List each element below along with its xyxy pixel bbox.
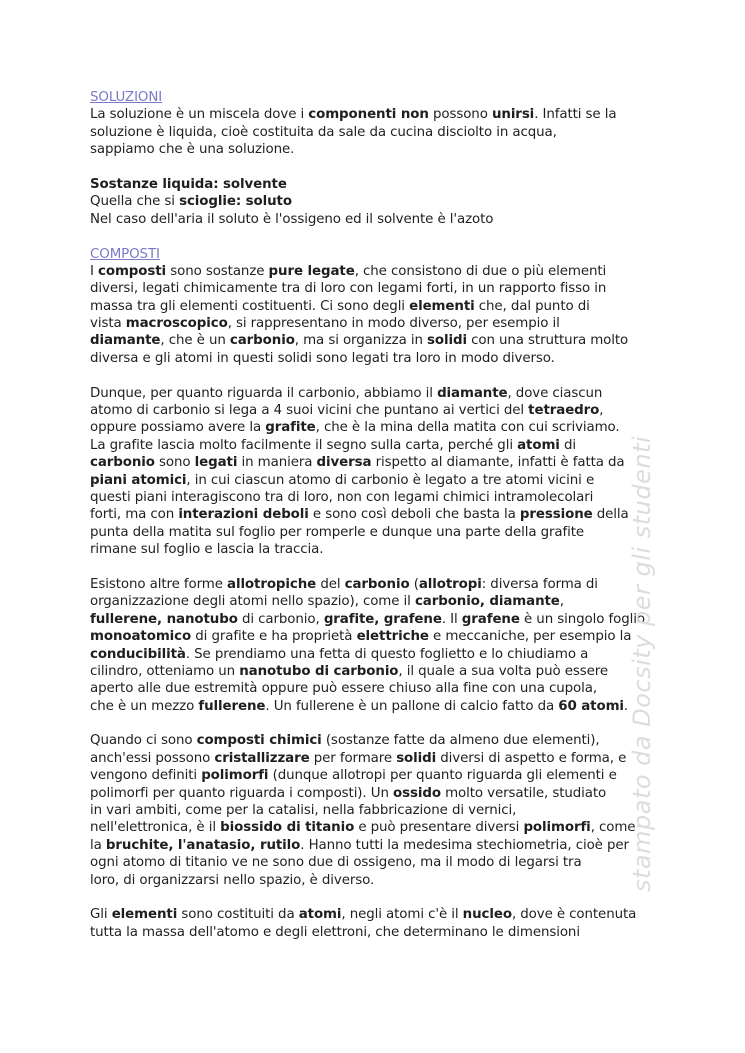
bold-term: tetraedro bbox=[528, 403, 600, 419]
text-line bbox=[90, 924, 658, 941]
bold-term: fullerene, nanotubo bbox=[90, 611, 238, 627]
bold-term: elettriche bbox=[356, 629, 429, 645]
bold-term: fullerene bbox=[198, 698, 266, 714]
text-run: del bbox=[316, 576, 345, 592]
bold-term: biossido di titanio bbox=[220, 820, 355, 836]
text-line bbox=[90, 506, 658, 523]
bold-term: conducibilità bbox=[90, 646, 186, 662]
text-run: diversi di aspetto e forma, e bbox=[436, 750, 627, 766]
text-run: di carbonio, bbox=[237, 611, 324, 627]
bold-term: piani atomici bbox=[90, 472, 187, 488]
text-run: . bbox=[623, 698, 629, 714]
bold-term: interazioni deboli bbox=[178, 507, 309, 523]
text-line bbox=[90, 332, 658, 349]
bold-term: macroscopico bbox=[125, 316, 228, 332]
text-run: cilindro, otteniamo un bbox=[90, 663, 240, 679]
text-run: è un singolo foglio bbox=[519, 611, 645, 627]
text-run: di bbox=[559, 437, 576, 453]
text-line bbox=[90, 854, 658, 871]
text-run: per formare bbox=[309, 750, 397, 766]
text-run: vista bbox=[90, 316, 126, 332]
text-line bbox=[90, 837, 658, 854]
text-run: di grafite e ha proprietà bbox=[191, 629, 357, 645]
text-run: Quando ci sono bbox=[90, 733, 197, 749]
text-run: , che è la mina della matita con cui scriviamo. bbox=[315, 420, 620, 436]
text-run: soluzione è liquida, cioè costituita da sale da cucina disciolto in acqua, bbox=[90, 124, 557, 140]
bold-term: pure legate bbox=[268, 263, 355, 279]
text-line bbox=[90, 489, 658, 506]
text-run: oppure possiamo avere la bbox=[90, 420, 266, 436]
text-line bbox=[90, 906, 658, 923]
text-run: . Infatti se la bbox=[534, 107, 617, 123]
bold-term: allotropi bbox=[418, 576, 482, 592]
text-line bbox=[90, 750, 658, 767]
text-run: sono bbox=[154, 455, 195, 471]
paragraph-gap bbox=[90, 559, 658, 576]
text-line bbox=[90, 524, 658, 541]
text-line bbox=[90, 176, 658, 193]
text-run: , in cui ciascun atomo di carbonio è legato a tre atomi vicini e bbox=[186, 472, 595, 488]
bold-term: cristallizzare bbox=[214, 750, 310, 766]
bold-term: diamante bbox=[90, 333, 161, 349]
text-line bbox=[90, 298, 658, 315]
text-run: massa tra gli elementi costituenti. Ci sono degli bbox=[90, 298, 410, 314]
bold-term: nucleo bbox=[462, 907, 512, 923]
paragraph-gap bbox=[90, 159, 658, 176]
bold-term: grafene bbox=[461, 611, 520, 627]
text-run: vengono definiti bbox=[90, 768, 202, 784]
text-run: molto versatile, studiato bbox=[440, 785, 607, 801]
text-run: ogni atomo di titanio ve ne sono due di ossigeno, ma il modo di legarsi tra bbox=[90, 855, 582, 871]
text-line bbox=[90, 193, 658, 210]
bold-term: bruchite, l'anatasio, rutilo bbox=[105, 837, 301, 853]
text-run: Quella che si bbox=[90, 194, 180, 210]
text-line bbox=[90, 454, 658, 471]
section-heading: COMPOSTI bbox=[90, 246, 160, 262]
text-run: che, dal punto di bbox=[474, 298, 590, 314]
text-run: questi piani interagiscono tra di loro, non con legami chimici intramolecolari bbox=[90, 489, 594, 505]
bold-term: elementi bbox=[111, 907, 178, 923]
document-body bbox=[90, 89, 658, 941]
text-run: sono costituiti da bbox=[177, 907, 299, 923]
text-line bbox=[90, 819, 658, 836]
text-line bbox=[90, 402, 658, 419]
bold-term: solidi bbox=[396, 750, 437, 766]
text-run: punta della matita sul foglio per romperle e dunque una parte della grafite bbox=[90, 524, 585, 540]
text-line bbox=[90, 141, 658, 158]
text-line bbox=[90, 872, 658, 889]
text-run: nell'elettronica, è il bbox=[90, 820, 221, 836]
text-line bbox=[90, 663, 658, 680]
text-run: possono bbox=[428, 107, 492, 123]
text-run: , bbox=[559, 594, 564, 610]
paragraph-gap bbox=[90, 889, 658, 906]
paragraph-gap bbox=[90, 367, 658, 384]
text-run: rispetto al diamante, infatti è fatta da bbox=[371, 455, 625, 471]
bold-term: ossido bbox=[393, 785, 441, 801]
bold-term: diversa bbox=[316, 455, 372, 471]
text-run: loro, di organizzarsi nello spazio, è diverso. bbox=[90, 872, 375, 888]
text-run: . Il bbox=[441, 611, 462, 627]
watermark: stampato da Docsity per gli studenti bbox=[628, 435, 656, 892]
text-run: , negli atomi c'è il bbox=[341, 907, 463, 923]
bold-term: componenti non bbox=[308, 107, 429, 123]
bold-term: 60 atomi bbox=[558, 698, 624, 714]
text-run: La soluzione è un miscela dove i bbox=[90, 107, 309, 123]
text-run: , come bbox=[590, 820, 636, 836]
text-line bbox=[90, 628, 658, 645]
text-run: Esistono altre forme bbox=[90, 576, 228, 592]
bold-term: polimorfi bbox=[201, 768, 269, 784]
text-run: . Se prendiamo una fetta di questo foglietto e lo chiudiamo a bbox=[185, 646, 589, 662]
text-run: Gli bbox=[90, 907, 112, 923]
text-run: , che è un bbox=[160, 333, 230, 349]
text-line bbox=[90, 280, 658, 297]
text-line bbox=[90, 767, 658, 784]
text-run: La grafite lascia molto facilmente il segno sulla carta, perché gli bbox=[90, 437, 518, 453]
text-line bbox=[90, 263, 658, 280]
bold-term: carbonio, diamante bbox=[414, 594, 560, 610]
text-run: della bbox=[592, 507, 629, 523]
text-run: anch'essi possono bbox=[90, 750, 215, 766]
text-run: , dove ciascun bbox=[507, 385, 603, 401]
text-run: Nel caso dell'aria il soluto è l'ossigeno ed il solvente è l'azoto bbox=[90, 211, 494, 227]
bold-term: solidi bbox=[427, 333, 467, 349]
text-run: , si rappresentano in modo diverso, per esempio il bbox=[227, 316, 560, 332]
text-run: I bbox=[90, 263, 99, 279]
bold-term: composti chimici bbox=[196, 733, 322, 749]
bold-term: scioglie: soluto bbox=[179, 194, 292, 210]
text-run: (dunque allotropi per quanto riguarda gli elementi e bbox=[268, 768, 617, 784]
bold-term: carbonio bbox=[229, 333, 295, 349]
text-run: ( bbox=[409, 576, 419, 592]
section-heading: SOLUZIONI bbox=[90, 90, 163, 105]
text-run: diversa e gli atomi in questi solidi sono legati tra loro in modo diverso. bbox=[90, 350, 555, 366]
text-run: e può presentare diversi bbox=[354, 820, 524, 836]
text-run: , bbox=[599, 403, 604, 419]
text-line bbox=[90, 732, 658, 749]
bold-term: carbonio bbox=[90, 455, 155, 471]
text-run: , dove è contenuta bbox=[511, 907, 637, 923]
bold-term: pressione bbox=[519, 507, 593, 523]
text-line bbox=[90, 211, 658, 228]
paragraph-gap bbox=[90, 715, 658, 732]
text-run: la bbox=[90, 837, 106, 853]
text-run: : diversa forma di bbox=[481, 576, 598, 592]
bold-term: composti bbox=[98, 263, 167, 279]
text-run: rimane sul foglio e lascia la traccia. bbox=[90, 542, 324, 558]
text-run: , il quale a sua volta può essere bbox=[398, 663, 608, 679]
text-line bbox=[90, 315, 658, 332]
bold-term: unirsi bbox=[491, 107, 535, 123]
text-line bbox=[90, 437, 658, 454]
text-line bbox=[90, 472, 658, 489]
text-run: aperto alle due estremità oppure può essere chiuso alla fine con una cupola, bbox=[90, 681, 597, 697]
text-line bbox=[90, 785, 658, 802]
text-run: con una struttura molto bbox=[466, 333, 629, 349]
text-line bbox=[90, 698, 658, 715]
text-run: atomo di carbonio si lega a 4 suoi vicini che puntano ai vertici del bbox=[90, 403, 529, 419]
text-run: sono sostanze bbox=[166, 263, 269, 279]
text-run: tutta la massa dell'atomo e degli elettroni, che determinano le dimensioni bbox=[90, 924, 580, 940]
bold-term: monoatomico bbox=[90, 629, 192, 645]
paragraph-gap bbox=[90, 228, 658, 245]
bold-term: nanotubo di carbonio bbox=[239, 663, 399, 679]
bold-term: atomi bbox=[517, 437, 560, 453]
bold-term: atomi bbox=[298, 907, 342, 923]
bold-term: diamante bbox=[437, 385, 508, 401]
text-line bbox=[90, 646, 658, 663]
bold-term: carbonio bbox=[344, 576, 410, 592]
text-line bbox=[90, 593, 658, 610]
text-run: , che consistono di due o più elementi bbox=[354, 263, 607, 279]
text-line bbox=[90, 541, 658, 558]
bold-term: allotropiche bbox=[227, 576, 317, 592]
text-line bbox=[90, 106, 658, 123]
text-run: che è un mezzo bbox=[90, 698, 199, 714]
bold-term: grafite bbox=[265, 420, 316, 436]
text-run: sappiamo che è una soluzione. bbox=[90, 142, 295, 158]
text-run: (sostanze fatte da almeno due elementi), bbox=[321, 733, 600, 749]
text-line bbox=[90, 576, 658, 593]
text-run: organizzazione degli atomi nello spazio), come il bbox=[90, 594, 415, 610]
bold-term: grafite, grafene bbox=[323, 611, 442, 627]
text-line bbox=[90, 802, 658, 819]
text-line bbox=[90, 385, 658, 402]
bold-term: legati bbox=[194, 455, 238, 471]
text-line bbox=[90, 419, 658, 436]
text-run: forti, ma con bbox=[90, 507, 179, 523]
text-run: in vari ambiti, come per la catalisi, nella fabbricazione di vernici, bbox=[90, 803, 517, 819]
text-run: diversi, legati chimicamente tra di loro con legami forti, in un rapporto fisso in bbox=[90, 281, 607, 297]
text-run: polimorfi per quanto riguarda i composti). Un bbox=[90, 785, 393, 801]
text-run: , ma si organizza in bbox=[294, 333, 428, 349]
text-line bbox=[90, 680, 658, 697]
bold-term: elementi bbox=[409, 298, 475, 314]
bold-term: polimorfi bbox=[523, 820, 591, 836]
text-run: . Un fullerene è un pallone di calcio fatto da bbox=[265, 698, 559, 714]
text-line bbox=[90, 611, 658, 628]
bold-term: Sostanze liquida: solvente bbox=[90, 176, 287, 192]
text-run: . Hanno tutti la medesima stechiometria, cioè per bbox=[300, 837, 629, 853]
text-run: e meccaniche, per esempio la bbox=[428, 629, 632, 645]
text-line bbox=[90, 124, 658, 141]
text-run: Dunque, per quanto riguarda il carbonio, abbiamo il bbox=[90, 385, 438, 401]
text-line bbox=[90, 350, 658, 367]
text-run: in maniera bbox=[237, 455, 317, 471]
text-run: e sono così deboli che basta la bbox=[308, 507, 520, 523]
